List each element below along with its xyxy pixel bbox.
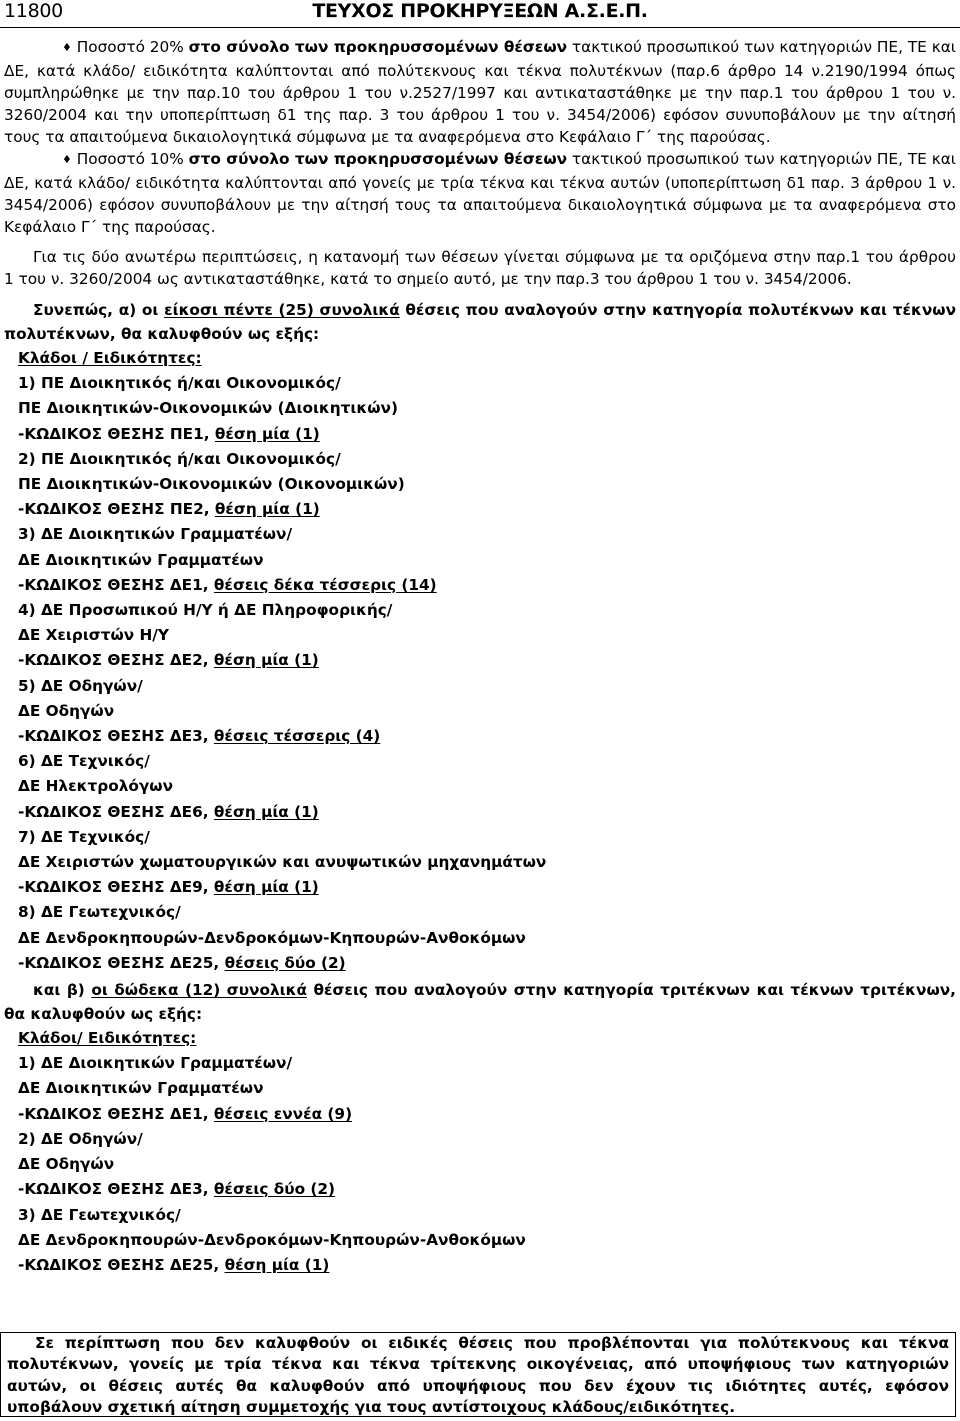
position-code: -ΚΩΔΙΚΟΣ ΘΕΣΗΣ ΔΕ6, xyxy=(18,802,214,821)
position-code-line xyxy=(4,951,956,976)
paragraph-three-child-families: ♦ Ποσοστό 10% στο σύνολο των προκηρυσσομένων θέσεων τακτικού προσωπικού των κατηγοριών ΠΕ, ΤΕ και ΔΕ, κατά κλάδο/ ειδικότητα καλύπτονται από γονείς με τρία τέκνα και τέκνα αυτών (υποπερίπτωση δ1 παρ. 3 άρθρου 1 ν. 3454/2006) εφόσον συνυποβάλουν με την αίτησή τους τα απαιτούμενα δικαιολογητικά σύμφωνα με τα αναφερόμενα στο Κεφάλαιο Γ΄ της παρούσας. xyxy=(4,150,956,236)
position-code: -ΚΩΔΙΚΟΣ ΘΕΣΗΣ ΠΕ2, xyxy=(18,500,215,519)
position-count: θέσεις δέκα τέσσερις (14) xyxy=(213,575,437,594)
specialty-line: 6) ΔΕ Τεχνικός/ xyxy=(18,752,150,771)
header-divider xyxy=(0,27,960,28)
specialty-line: 7) ΔΕ Τεχνικός/ xyxy=(18,827,150,846)
specialty-line: 1) ΠΕ Διοικητικός ή/και Οικονομικός/ xyxy=(18,374,341,393)
specialty-detail: ΔΕ Διοικητικών Γραμματέων xyxy=(18,550,264,569)
specialty-line: 2) ΔΕ Οδηγών/ xyxy=(18,1129,143,1148)
paragraph-allocation: Για τις δύο ανωτέρω περιπτώσεις, η κατανομή των θέσεων γίνεται σύμφωνα με τα οριζόμενα στην παρ.1 του άρθρου 1 του ν. 3260/2004 ως αντικαταστάθηκε, κατά το σημείο αυτό, με την παρ.3 του άρθρου 1 του ν. 3454/2006. xyxy=(4,248,956,288)
page-header xyxy=(0,0,960,26)
specialty-line: 3) ΔΕ Διοικητικών Γραμματέων/ xyxy=(18,525,293,544)
position-code: -ΚΩΔΙΚΟΣ ΘΕΣΗΣ ΔΕ25, xyxy=(18,953,225,972)
publication-title: ΤΕΥΧΟΣ ΠΡΟΚΗΡΥΞΕΩΝ Α.Σ.Ε.Π. xyxy=(312,0,648,22)
specialty-line: 3) ΔΕ Γεωτεχνικός/ xyxy=(18,1205,181,1224)
position-code: -ΚΩΔΙΚΟΣ ΘΕΣΗΣ ΔΕ2, xyxy=(18,651,214,670)
position-code-line xyxy=(4,1102,956,1127)
position-code: -ΚΩΔΙΚΟΣ ΘΕΣΗΣ ΔΕ1, xyxy=(18,575,214,594)
diamond-bullet-icon: ♦ xyxy=(62,41,72,54)
position-code: -ΚΩΔΙΚΟΣ ΘΕΣΗΣ ΔΕ1, xyxy=(18,1104,214,1123)
position-code-line xyxy=(4,497,956,522)
specialty-detail: ΠΕ Διοικητικών-Οικονομικών (Διοικητικών) xyxy=(18,399,398,418)
specialty-detail: ΔΕ Ηλεκτρολόγων xyxy=(18,777,174,796)
specialty-detail: ΔΕ Οδηγών xyxy=(18,701,115,720)
position-count: θέση μία (1) xyxy=(213,878,319,897)
position-count: θέσεις δύο (2) xyxy=(213,1180,336,1199)
specialty-detail: ΔΕ Χειριστών Η/Υ xyxy=(18,626,169,645)
section-a-heading: Κλάδοι / Ειδικότητες: xyxy=(18,349,202,367)
position-count: θέση μία (1) xyxy=(224,1255,330,1274)
position-code-line xyxy=(4,422,956,447)
specialty-line: 2) ΠΕ Διοικητικός ή/και Οικονομικός/ xyxy=(18,449,341,468)
position-count: θέση μία (1) xyxy=(213,802,319,821)
section-a-intro: Συνεπώς, α) οι είκοσι πέντε (25) συνολικά θέσεις που αναλογούν στην κατηγορία πολυτέκνων και τέκνων πολυτέκνων, θα καλυφθούν ως εξής: xyxy=(4,301,956,343)
specialty-line: 8) ΔΕ Γεωτεχνικός/ xyxy=(18,903,181,922)
specialty-detail: ΔΕ Δενδροκηπουρών-Δενδροκόμων-Κηπουρών-Ανθοκόμων xyxy=(18,1230,526,1249)
position-count: θέσεις τέσσερις (4) xyxy=(213,727,381,746)
position-code-line xyxy=(4,800,956,825)
specialty-line: 4) ΔΕ Προσωπικού Η/Υ ή ΔΕ Πληροφορικής/ xyxy=(18,601,393,620)
document-body xyxy=(4,36,956,1278)
specialty-detail: ΠΕ Διοικητικών-Οικονομικών (Οικονομικών) xyxy=(18,475,405,494)
position-code: -ΚΩΔΙΚΟΣ ΘΕΣΗΣ ΔΕ25, xyxy=(18,1255,225,1274)
specialty-detail: ΔΕ Χειριστών χωματουργικών και ανυψωτικών μηχανημάτων xyxy=(18,853,547,872)
position-count: θέσεις εννέα (9) xyxy=(213,1104,353,1123)
section-b-heading: Κλάδοι/ Ειδικότητες: xyxy=(18,1029,197,1048)
section-b-intro: και β) οι δώδεκα (12) συνολικά θέσεις που αναλογούν στην κατηγορία τριτέκνων και τέκνων τριτέκνων, θα καλυφθούν ως εξής: xyxy=(4,981,956,1024)
position-code: -ΚΩΔΙΚΟΣ ΘΕΣΗΣ ΠΕ1, xyxy=(18,424,215,443)
section-a-list xyxy=(4,346,956,976)
specialty-line: 5) ΔΕ Οδηγών/ xyxy=(18,676,143,695)
position-code-line xyxy=(4,724,956,749)
position-count: θέση μία (1) xyxy=(213,651,319,670)
paragraph-large-families: ♦ Ποσοστό 20% στο σύνολο των προκηρυσσομένων θέσεων τακτικού προσωπικού των κατηγοριών ΠΕ, ΤΕ και ΔΕ, κατά κλάδο/ ειδικότητα καλύπτονται από πολύτεκνους και τέκνα πολυτέκνων (παρ.6 άρθρο 14 ν.2190/1994 όπως συμπληρώθηκε με την παρ.10 του άρθρου 1 του ν.2527/1997 και αντικαταστάθηκε με την παρ.1 του άρθρου 1 του ν. 3260/2004 και την υποπερίπτωση δ1 της παρ. 3 του άρθρου 1 του ν. 3454/2006) εφόσον συνυποβάλουν με την αίτησή τους τα απαιτούμενα δικαιολογητικά σύμφωνα με τα αναφερόμενα στο Κεφάλαιο Γ΄ της παρούσας. xyxy=(4,38,956,146)
position-code-line xyxy=(4,1253,956,1278)
specialty-detail: ΔΕ Δενδροκηπουρών-Δενδροκόμων-Κηπουρών-Ανθοκόμων xyxy=(18,928,526,947)
specialty-detail: ΔΕ Οδηγών xyxy=(18,1155,115,1174)
specialty-line: 1) ΔΕ Διοικητικών Γραμματέων/ xyxy=(18,1054,293,1073)
position-count: θέση μία (1) xyxy=(214,424,320,443)
position-code-line xyxy=(4,1177,956,1202)
position-code: -ΚΩΔΙΚΟΣ ΘΕΣΗΣ ΔΕ3, xyxy=(18,1180,214,1199)
notice-box: Σε περίπτωση που δεν καλυφθούν οι ειδικές θέσεις που προβλέπονται για πολύτεκνους και τέκνα πολυτέκνων, γονείς με τρία τέκνα και τέκνα τρίτεκνης οικογένειας, από υποψήφιους των κατηγοριών αυτών, οι θέσεις αυτές θα καλυφθούν από υποψήφιους που δεν έχουν τις ιδιότητες αυτές, εφόσον υποβάλουν σχετική αίτηση συμμετοχής για τους αντίστοιχους κλάδους/ειδικότητες. xyxy=(0,1332,956,1417)
position-code-line xyxy=(4,875,956,900)
position-code-line xyxy=(4,648,956,673)
page-number: 11800 xyxy=(4,0,63,22)
position-code: -ΚΩΔΙΚΟΣ ΘΕΣΗΣ ΔΕ3, xyxy=(18,727,214,746)
section-b-list xyxy=(4,1026,956,1278)
diamond-bullet-icon: ♦ xyxy=(62,153,72,166)
specialty-detail: ΔΕ Διοικητικών Γραμματέων xyxy=(18,1079,264,1098)
position-code: -ΚΩΔΙΚΟΣ ΘΕΣΗΣ ΔΕ9, xyxy=(18,878,214,897)
position-count: θέση μία (1) xyxy=(214,500,320,519)
position-code-line xyxy=(4,573,956,598)
position-count: θέσεις δύο (2) xyxy=(224,953,346,972)
